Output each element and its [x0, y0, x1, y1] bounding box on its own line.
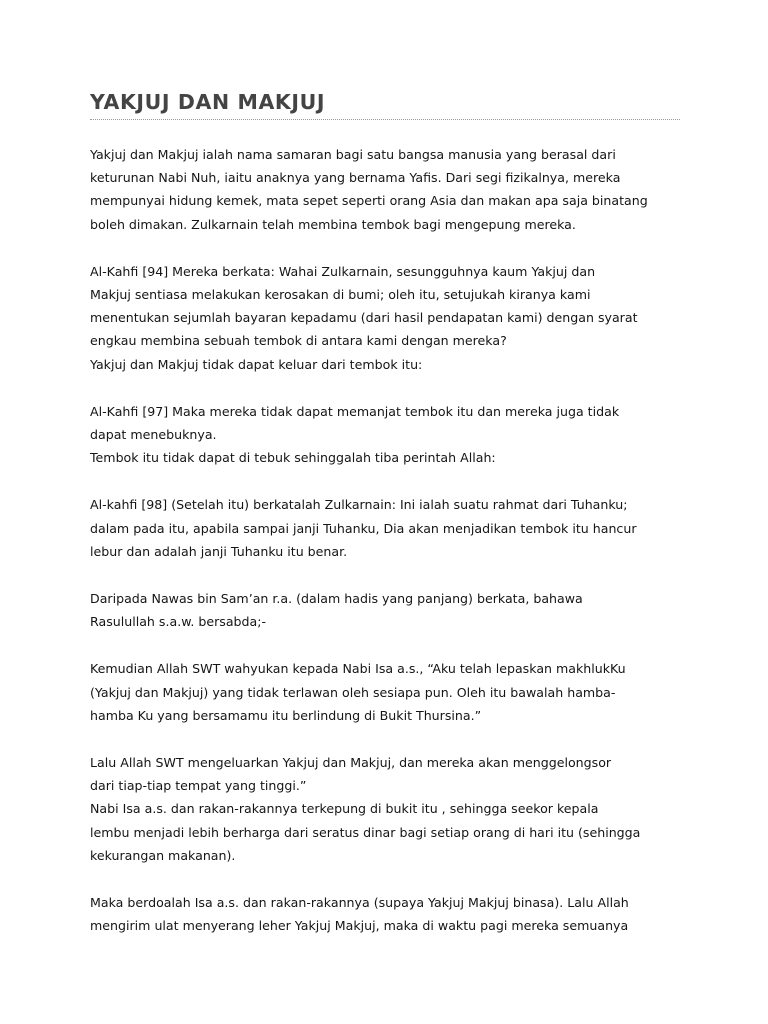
document-title: YAKJUJ DAN MAKJUJ — [90, 90, 326, 114]
text-line: Tembok itu tidak dapat di tebuk sehinggalah tiba perintah Allah: — [90, 450, 496, 466]
text-line: Daripada Nawas bin Sam’an r.a. (dalam hadis yang panjang) berkata, bahawa — [90, 591, 583, 607]
text-line: Yakjuj dan Makjuj tidak dapat keluar dari tembok itu: — [90, 356, 423, 372]
text-line: boleh dimakan. Zulkarnain telah membina tembok bagi mengepung mereka. — [90, 216, 576, 232]
text-line: Al-Kahfi [97] Maka mereka tidak dapat memanjat tembok itu dan mereka juga tidak — [90, 403, 620, 419]
text-line: menentukan sejumlah bayaran kepadamu (dari hasil pendapatan kami) dengan syarat — [90, 310, 638, 326]
text-line: Makjuj sentiasa melakukan kerosakan di bumi; oleh itu, setujukah kiranya kami — [90, 287, 591, 303]
text-line: dapat menebuknya. — [90, 427, 217, 443]
paragraph — [90, 143, 690, 236]
text-line: lembu menjadi lebih berharga dari seratus dinar bagi setiap orang di hari itu (sehingga — [90, 824, 641, 840]
text-line: (Yakjuj dan Makjuj) yang tidak terlawan oleh sesiapa pun. Oleh itu bawalah hamba- — [90, 684, 616, 700]
text-line: Nabi Isa a.s. dan rakan-rakannya terkepung di bukit itu , sehingga seekor kepala — [90, 801, 599, 817]
text-line: lebur dan adalah janji Tuhanku itu benar. — [90, 543, 348, 559]
document-page — [90, 88, 690, 961]
text-line: Yakjuj dan Makjuj ialah nama samaran bagi satu bangsa manusia yang berasal dari — [90, 147, 616, 162]
text-line: Kemudian Allah SWT wahyukan kepada Nabi Isa a.s., “Aku telah lepaskan makhlukKu — [90, 661, 626, 677]
text-line: Al-kahfi [98] (Setelah itu) berkatalah Zulkarnain: Ini ialah suatu rahmat dari Tuhanku; — [90, 497, 628, 513]
text-line: dalam pada itu, apabila sampai janji Tuhanku, Dia akan menjadikan tembok itu hancur — [90, 520, 637, 536]
paragraph — [90, 400, 690, 470]
text-line: engkau membina sebuah tembok di antara kami dengan mereka? — [90, 333, 507, 349]
text-line: Maka berdoalah Isa a.s. dan rakan-rakannya (supaya Yakjuj Makjuj binasa). Lalu Allah — [90, 895, 629, 911]
paragraph — [90, 493, 690, 563]
text-line: dari tiap-tiap tempat yang tinggi.” — [90, 778, 307, 794]
text-line: hamba Ku yang bersamamu itu berlindung di Bukit Thursina.” — [90, 707, 482, 723]
text-line: Lalu Allah SWT mengeluarkan Yakjuj dan Makjuj, dan mereka akan menggelongsor — [90, 755, 612, 771]
paragraph — [90, 260, 690, 376]
text-line: keturunan Nabi Nuh, iaitu anaknya yang bernama Yafis. Dari segi fizikalnya, mereka — [90, 170, 621, 186]
document-body — [90, 143, 690, 937]
paragraph — [90, 587, 690, 633]
paragraph — [90, 751, 690, 867]
text-line: mengirim ulat menyerang leher Yakjuj Makjuj, maka di waktu pagi mereka semuanya — [90, 918, 629, 934]
paragraph — [90, 657, 690, 727]
text-line: kekurangan makanan). — [90, 847, 236, 863]
paragraph — [90, 891, 690, 937]
text-line: mempunyai hidung kemek, mata sepet seperti orang Asia dan makan apa saja binatang — [90, 193, 648, 209]
text-line: Rasulullah s.a.w. bersabda;- — [90, 614, 267, 630]
title-divider — [90, 119, 680, 120]
text-line: Al-Kahfi [94] Mereka berkata: Wahai Zulkarnain, sesungguhnya kaum Yakjuj dan — [90, 263, 596, 279]
